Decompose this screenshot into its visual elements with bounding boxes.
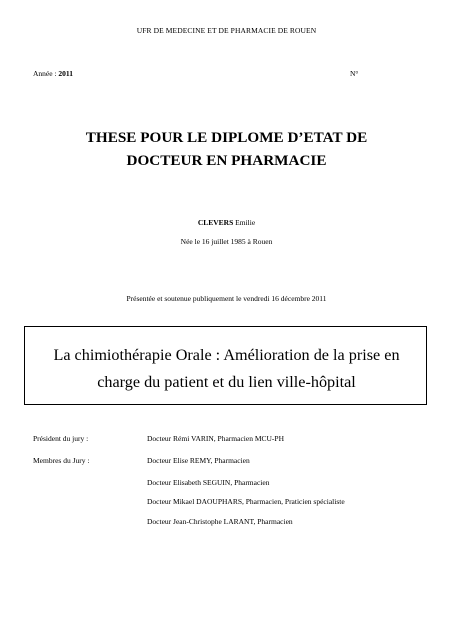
jury-member: Docteur Rémi VARIN, Pharmacien MCU-PH <box>147 434 284 443</box>
defense-statement: Présentée et soutenue publiquement le vendredi 16 décembre 2011 <box>126 294 327 303</box>
jury-member: Docteur Jean-Christophe LARANT, Pharmacien <box>147 517 293 526</box>
year-field <box>33 69 73 78</box>
jury-member: Docteur Mikael DAOUPHARS, Pharmacien, Praticien spécialiste <box>147 497 345 506</box>
author-surname: CLEVERS <box>197 218 234 227</box>
year-label: Année : <box>33 69 59 78</box>
author-birth: Née le 16 juillet 1985 à Rouen <box>180 237 273 246</box>
thesis-title-line-2: DOCTEUR EN PHARMACIE <box>126 152 327 169</box>
author-first-name: Emilie <box>233 218 256 227</box>
year-value: 2011 <box>58 69 74 78</box>
subject-line-1: La chimiothérapie Orale : Amélioration de la prise en <box>53 346 400 364</box>
jury-president-label: Président du jury : <box>33 434 89 443</box>
subject-line-2: charge du patient et du lien ville-hôpital <box>97 373 356 391</box>
number-label: N° <box>350 69 359 78</box>
jury-member: Docteur Elisabeth SEGUIN, Pharmacien <box>147 478 270 487</box>
institution-header: UFR DE MEDECINE ET DE PHARMACIE DE ROUEN <box>136 26 317 35</box>
author-name <box>0 218 453 227</box>
jury-members-label: Membres du Jury : <box>33 456 90 465</box>
jury-member: Docteur Elise REMY, Pharmacien <box>147 456 250 465</box>
thesis-title-line-1: THESE POUR LE DIPLOME D’ETAT DE <box>85 129 368 146</box>
